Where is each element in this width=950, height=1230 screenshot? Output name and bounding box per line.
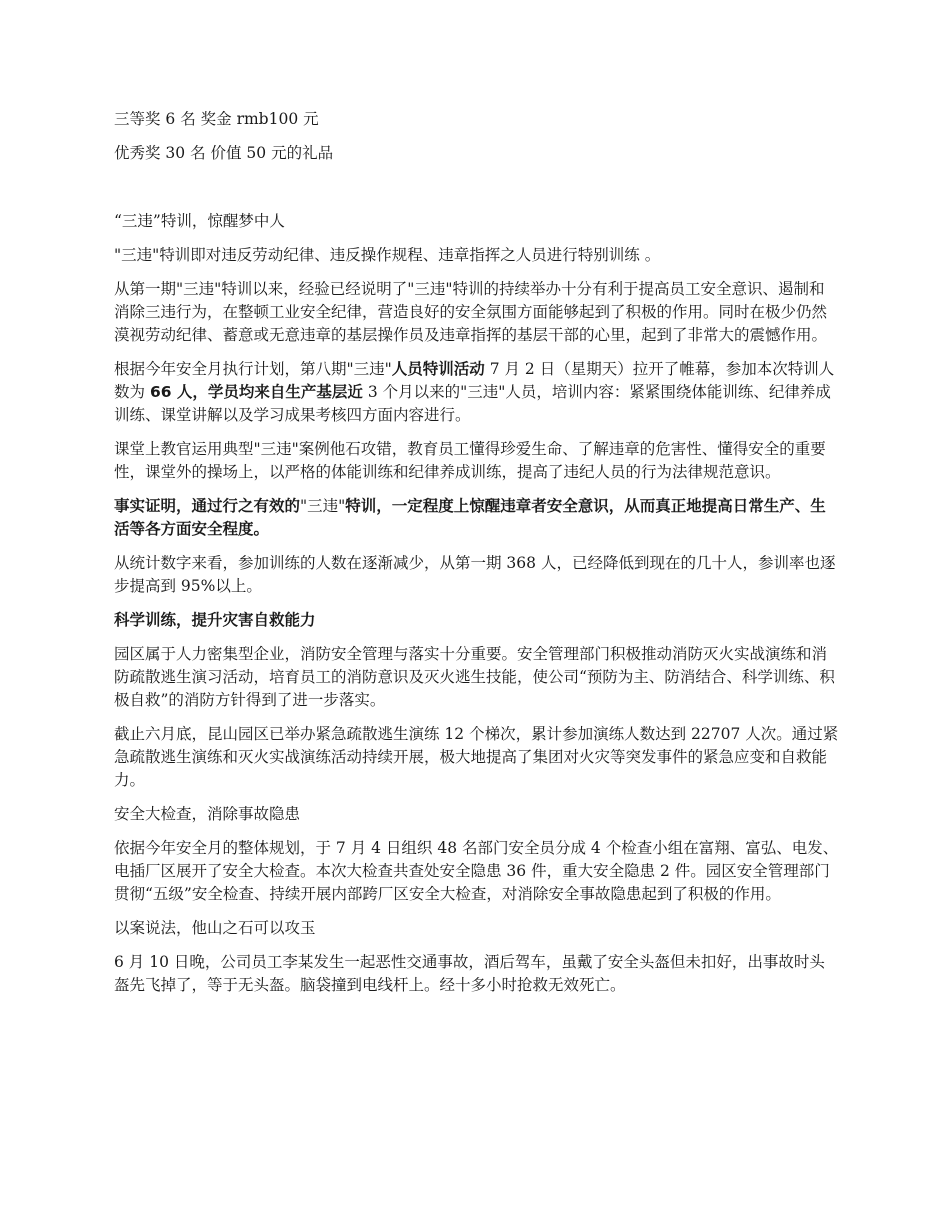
paragraph-case: 6 月 10 日晚，公司员工李某发生一起恶性交通事故，酒后驾车，虽戴了安全头盔但未扣好，出事故时头盔先飞掉了，等于无头盔。脑袋撞到电线杆上。经十多小时抢救无效死亡。: [114, 953, 825, 994]
section-heading-disaster-relief: 科学训练，提升灾害自救能力: [114, 611, 316, 629]
prize-excellent: 优秀奖 30 名 价值 50 元的礼品: [114, 144, 334, 162]
paragraph-definition: "三违"特训即对违反劳动纪律、违反操作规程、违章指挥之人员进行特别训练 。: [114, 246, 661, 264]
paragraph-inspection: 依据今年安全月的整体规划，于 7 月 4 日组织 48 名部门安全员分成 4 个检查小组在富翔、富弘、电发、电插厂区展开了安全大检查。本次大检查共查处安全隐患 36 件，重大安全隐患 2 件。园区安全管理部门贯彻“五级”安全检查、持续开展内部跨厂区安全大检查，对消除安全事故隐患起到了积极的作用。: [114, 839, 839, 903]
text-run-bold: 66 人，学员均来自生产基层近: [149, 383, 363, 401]
text-run: "三违": [300, 497, 346, 515]
paragraph-classroom: 课堂上教官运用典型"三违"案例他石攻错，教育员工懂得珍爱生命、了解违章的危害性、懂得安全的重要性，课堂外的操场上，以严格的体能训练和纪律养成训练，提高了违纪人员的行为法律规范意识。: [114, 440, 826, 481]
document-page: [114, 108, 840, 1008]
paragraph-statistics: 从统计数字来看，参加训练的人数在逐渐减少，从第一期 368 人，已经降低到现在的几十人，参训率也逐步提高到 95%以上。: [114, 554, 836, 595]
blank-line: [114, 176, 840, 210]
paragraph-experience: 从第一期"三违"特训以来，经验已经说明了"三违"特训的持续举办十分有利于提高员工安全意识、遏制和消除三违行为，在整顿工业安全纪律，营造良好的安全氛围方面能够起到了积极的作用。同时在极少仍然漠视劳动纪律、蓄意或无意违章的基层操作员及违章指挥的基层干部的心里，起到了非常大的震憾作用。: [114, 280, 828, 344]
paragraph-drills: 截止六月底，昆山园区已举办紧急疏散逃生演练 12 个梯次，累计参加演练人数达到 22707 人次。通过紧急疏散逃生演练和灭火实战演练活动持续开展，极大地提高了集团对火灾等突发事件的紧急应变和自救能力。: [114, 725, 839, 789]
text-run-bold: 特训，一定程度上惊醒违章者安全意识，从而真正地提高日常生产、生活等各方面安全程度。: [114, 497, 826, 538]
text-run: 3 个月以来的"三违"人员，培训内容：紧紧围绕体能训练、纪律养成训练、课堂讲解以及学习成果考核四方面内容进行。: [114, 383, 831, 424]
paragraph-facts: [114, 495, 840, 541]
paragraph-fire-safety: 园区属于人力密集型企业，消防安全管理与落实十分重要。安全管理部门积极推动消防灭火实战演练和消防疏散逃生演习活动，培育员工的消防意识及灭火逃生技能，使公司“预防为主、防消结合、科学训练、积极自救”的消防方针得到了进一步落实。: [114, 645, 835, 709]
text-run: 根据今年安全月执行计划，第八期"三违": [114, 360, 392, 378]
text-run-bold: 事实证明，通过行之有效的: [114, 497, 301, 515]
section-heading-inspection: 安全大检查，消除事故隐患: [114, 805, 301, 823]
section-heading-three-violations: “三违”特训，惊醒梦中人: [114, 212, 285, 230]
text-run: 7 月 2 日（星期天）拉开了帷幕，参加本次特训人数为: [114, 360, 835, 401]
prize-third: 三等奖 6 名 奖金 rmb100 元: [114, 110, 319, 128]
text-run-bold: 人员特训活动: [391, 360, 485, 378]
section-heading-case-study: 以案说法，他山之石可以攻玉: [114, 919, 316, 937]
paragraph-training-plan: [114, 358, 840, 427]
